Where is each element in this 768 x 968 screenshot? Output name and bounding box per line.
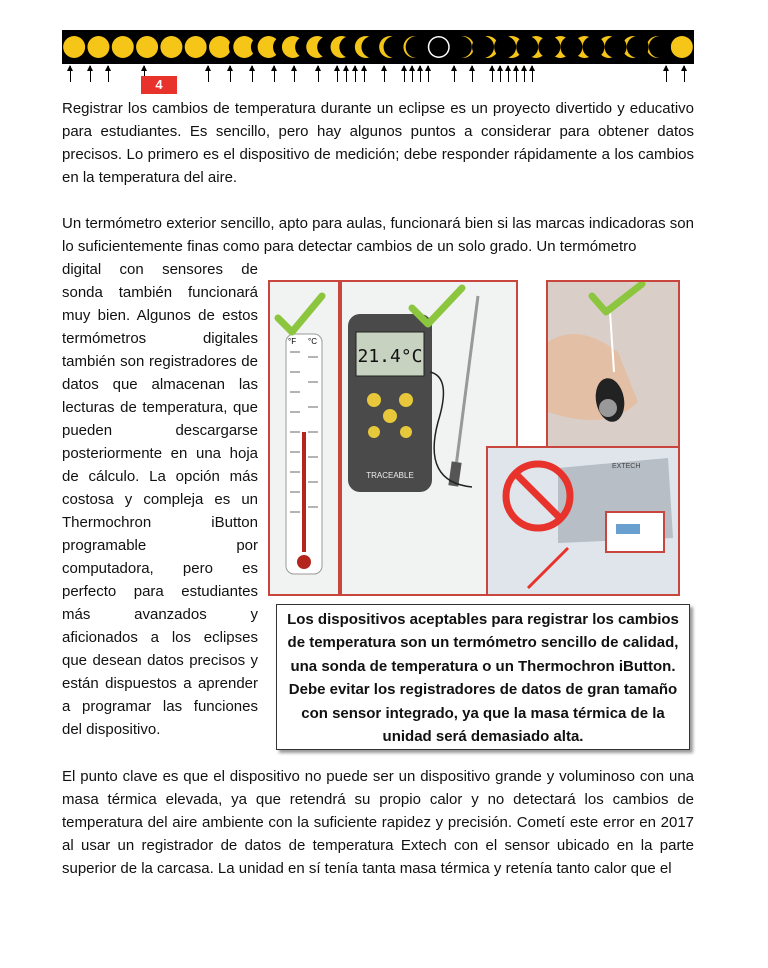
time-marker-arrow [108,66,109,82]
eclipse-phase-icon [450,36,474,58]
paragraph-thermometer-column: digital con sensores de sonda también funcionará muy bien. Algunos de estos termómetros digitales también son registradores de datos que almacenan las lecturas de temperatura, que pueden descargarse posteriormente en una hoja de cálculo. La opción más costosa y compleja es un Thermochron iButton programable por computadora, pero es perfecto para estudiantes más avanzados y aficionados a los eclipses que desean datos precisos y están dispuestos a aprender a programar las funciones del dispositivo. [62,261,258,738]
time-marker-arrow [508,66,509,82]
eclipse-phase-strip [62,30,694,64]
paragraph-thermal-mass: El punto clave es que el dispositivo no puede ser un dispositivo grande y voluminoso con una masa térmica elevada, ya que retendrá su propio calor y no detectará los cambios de temperatura del aire ambiente con la suficiente rapidez y precisión. Cometí este error en 2017 al usar un registrador de datos de temperatura Extech con el sensor ubicado en la parte superior de la carcasa. La unidad en sí tenía tanta masa térmica y retenía tanto calor que el [62,768,694,877]
time-marker-arrow [355,66,356,82]
time-marker-arrow [294,66,295,82]
eclipse-phase-icon [649,36,693,58]
time-marker-arrow [420,66,421,82]
time-marker-arrow [318,66,319,82]
paragraph-thermometer: Un termómetro exterior sencillo, apto para aulas, funcionará bien si las marcas indicadoras son lo suficientemente finas como para detectar cambios de un solo grado. Un termómetro [62,215,694,255]
time-marker-arrow [208,66,209,82]
eclipse-phase-icon [112,36,134,58]
time-marker-arrow [472,66,473,82]
time-marker-arrow [364,66,365,82]
time-marker-arrow [337,66,338,82]
eclipse-phase-icon [379,36,405,58]
time-marker-arrow [384,66,385,82]
time-marker-arrow [404,66,405,82]
time-marker-arrow [684,66,685,82]
eclipse-phase-icon [428,36,450,58]
checkmark-icon [412,288,462,324]
device-brand-label: TRACEABLE [366,471,414,480]
eclipse-phase-icon [403,36,427,58]
eclipse-phase-icon [87,36,109,58]
device-display-readout: 21.4°C [357,346,423,367]
page-number-badge: 4 [141,76,177,94]
time-marker-arrow [252,66,253,82]
time-marker-arrow [532,66,533,82]
checkmark-icon [278,296,322,332]
time-marker-arrow [454,66,455,82]
panel-data-logger-avoid [486,446,680,596]
time-marker-arrow [492,66,493,82]
time-marker-arrow [70,66,71,82]
figure-caption-box: Los dispositivos aceptables para registrar los cambios de temperatura son un termómetro sencillo de calidad, una sonda de temperatura o un Thermochron iButton. Debe evitar los registradores de datos de gran tamaño con sensor integrado, ya que la masa térmica de la unidad será demasiado alta. [276,604,690,750]
celsius-label: °C [308,337,317,346]
fahrenheit-label: °F [288,337,297,346]
eclipse-phases-graphic [62,30,694,64]
time-marker-arrow [230,66,231,82]
eclipse-phase-icon [63,36,85,58]
time-marker-arrow [346,66,347,82]
time-marker-arrow [516,66,517,82]
panel-ibutton [546,280,680,450]
time-marker-arrow [412,66,413,82]
logger-brand-label: EXTECH [612,463,641,470]
panel-analog-thermometer [268,280,340,596]
devices-figure [268,278,694,596]
time-marker-arrow [666,66,667,82]
time-marker-arrow [428,66,429,82]
time-marker-arrow [274,66,275,82]
time-marker-arrow [90,66,91,82]
time-marker-arrow [500,66,501,82]
paragraph-intro: Registrar los cambios de temperatura durante un eclipse es un proyecto divertido y educativo para estudiantes. Es sencillo, pero hay algunos puntos a considerar para obtener datos precisos. Lo primero es el dispositivo de medición; debe responder rápidamente a los cambios en la temperatura del aire. [62,100,694,186]
time-marker-arrow [524,66,525,82]
